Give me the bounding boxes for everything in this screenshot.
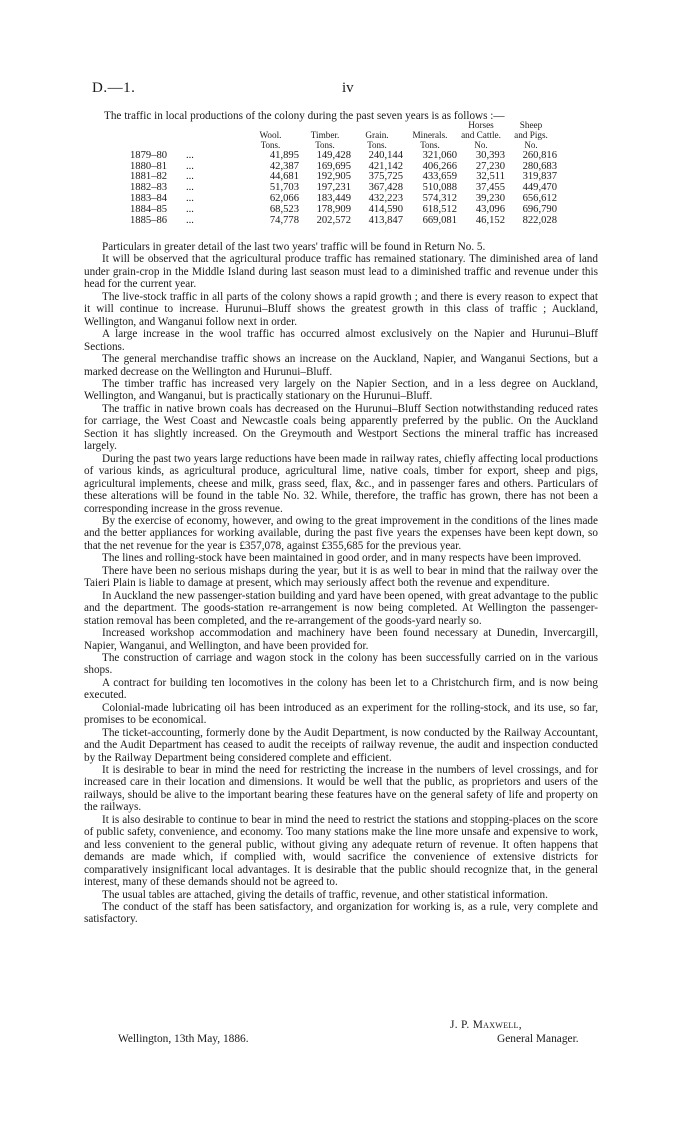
report-body xyxy=(84,241,598,926)
cell-dots: ... xyxy=(186,160,194,172)
cell-minerals: 669,081 xyxy=(422,214,457,226)
cell-minerals: 574,312 xyxy=(422,192,457,204)
cell-horses: 37,455 xyxy=(475,182,505,194)
paragraph: A large increase in the wool traffic has occurred almost exclusively on the Napier and Hurunui–Bluff Sections. xyxy=(84,328,598,353)
paragraph: It is desirable to bear in mind the need for restricting the increase in the numbers of level crossings, and for increased care in their location and dimensions. It would be well that the public, as proprietors and users of the railways, should be alive to the important bearing these features have on the general safety of life and property on the railways. xyxy=(84,764,598,814)
paragraph: The live-stock traffic in all parts of the colony shows a rapid growth ; and there is every reason to expect that it will continue to increase. Hurunui–Bluff shows the greatest growth in this class of traffic ; Auckland, Wellington, and Wanganui follow next in order. xyxy=(84,290,598,328)
col-sheep-header: Sheep and Pigs. xyxy=(514,120,548,140)
paragraph: The lines and rolling-stock have been maintained in good order, and in many respects have been improved. xyxy=(102,552,582,565)
cell-horses: 32,511 xyxy=(476,171,505,183)
col-timber-header: Timber. xyxy=(310,129,340,140)
paragraph: It is also desirable to continue to bear in mind the need to restrict the stations and stopping-places on the score of public safety, convenience, and economy. Too many stations make the line more unsafe and expensive to work, and less convenient to the general public, without giving any adequate return of revenue. It often happens that demands are made which, if complied with, would sacrifice the convenience of extensive districts for comparatively insignificant local advantages. It is desirable that the public should recognize that, in the general interest, many of these demands should not be agreed to. xyxy=(84,813,598,889)
cell-wool: 42,387 xyxy=(269,160,299,172)
col-wool-header: Wool. xyxy=(259,129,282,140)
paragraph: Increased workshop accommodation and machinery have been found necessary at Dunedin, Invercargill, Napier, Wanganui, and Wellington, and have been provided for. xyxy=(84,627,598,652)
unit-cell: Tons. xyxy=(367,140,387,150)
cell-wool: 51,703 xyxy=(269,182,299,194)
traffic-table xyxy=(118,121,557,226)
place-and-date: Wellington, 13th May, 1886. xyxy=(118,1033,249,1045)
document-reference: D.—1. xyxy=(92,80,136,96)
cell-horses: 39,230 xyxy=(475,192,505,204)
cell-year: 1881–82 xyxy=(130,171,168,183)
paragraph: The conduct of the staff has been satisfactory, and organization for working is, as a rule, very complete and satisfactory. xyxy=(84,901,598,926)
paragraph: In Auckland the new passenger-station building and yard have been opened, with great advantage to the public and the department. The goods-station re-arrangement is now being completed. At Wellington the passenger-station removal has been completed, and the re-arrangement of the goods-yard nearly so. xyxy=(84,589,598,627)
cell-grain: 367,428 xyxy=(368,182,403,194)
col-minerals-header: Minerals. xyxy=(412,129,448,140)
cell-timber: 202,572 xyxy=(316,214,351,226)
paragraph: By the exercise of economy, however, and owing to the great improvement in the conditions of the lines made and the better appliances for working available, during the past five years the expenses have been kept down, so that the net revenue for the year is £357,078, against £355,685 for the previous year. xyxy=(84,514,598,552)
cell-dots: ... xyxy=(186,171,194,183)
paragraph: The construction of carriage and wagon stock in the colony has been successfully carried on in the various shops. xyxy=(84,651,598,677)
cell-sheep: 260,816 xyxy=(522,149,557,161)
table-row xyxy=(118,216,557,227)
paragraph: During the past two years large reductions have been made in railway rates, chiefly affecting local productions of various kinds, as agricultural produce, agricultural lime, native coals, timber for export, sheep and pigs, agricultural implements, cheese and milk, grass seed, flax, &c., and in passenger fares and others. Particulars of these alterations will be found in the table No. 32. While, therefore, the traffic has grown, there has not been a corresponding increase in the gross revenue. xyxy=(84,452,598,515)
paragraph: Colonial-made lubricating oil has been introduced as an experiment for the rolling-stock, and its use, so far, promises to be economical. xyxy=(84,701,598,727)
paragraph: A contract for building ten locomotives in the colony has been let to a Christchurch firm, and is now being executed. xyxy=(84,676,598,702)
cell-timber: 178,909 xyxy=(316,203,351,215)
col-horses-header: Horses and Cattle. xyxy=(461,120,501,140)
cell-wool: 41,895 xyxy=(269,149,299,161)
paragraph: The timber traffic has increased very largely on the Napier Section, and in a less degree on Auckland, Wellington, and Wanganui, but is practically stationary on the Hurunui–Bluff. xyxy=(84,377,598,403)
paragraph: Particulars in greater detail of the last two years' traffic will be found in Return No. 5. xyxy=(102,241,486,253)
paragraph: The traffic in native brown coals has decreased on the Hurunui–Bluff Section notwithstanding reduced rates for carriage, the West Coast and Newcastle coals being apparently preferred by the public. On the Auckland Section it has slightly increased. On the Greymouth and Westport Sections the mineral traffic has increased largely. xyxy=(84,402,598,453)
unit-cell: No. xyxy=(524,140,538,150)
cell-minerals: 321,060 xyxy=(422,149,457,161)
cell-horses: 46,152 xyxy=(475,214,505,226)
cell-grain: 432,223 xyxy=(368,192,403,204)
unit-cell: Tons. xyxy=(260,140,281,150)
paragraph: The general merchandise traffic shows an increase on the Auckland, Napier, and Wanganui Sections, but a marked decrease on the Wellington and Hurunui–Bluff. xyxy=(84,353,598,378)
unit-cell: No. xyxy=(474,140,488,150)
table-row xyxy=(118,151,557,162)
cell-dots: ... xyxy=(186,192,194,204)
cell-minerals: 433,659 xyxy=(422,171,457,183)
col-grain-header: Grain. xyxy=(365,129,389,140)
unit-cell: Tons. xyxy=(315,140,335,150)
cell-sheep: 696,790 xyxy=(522,203,557,215)
page-number: iv xyxy=(342,80,354,96)
cell-minerals: 618,512 xyxy=(422,203,457,215)
cell-grain: 240,144 xyxy=(368,149,403,161)
cell-timber: 197,231 xyxy=(316,182,351,194)
cell-horses: 43,096 xyxy=(475,203,505,215)
table-row xyxy=(118,205,557,216)
cell-dots: ... xyxy=(186,203,194,215)
cell-minerals: 510,088 xyxy=(422,182,457,194)
cell-dots: ... xyxy=(186,182,194,194)
cell-year: 1884–85 xyxy=(130,203,168,215)
signatory-title: General Manager. xyxy=(497,1033,579,1045)
cell-wool: 44,681 xyxy=(269,171,299,183)
cell-sheep: 822,028 xyxy=(522,214,557,226)
table-intro: The traffic in local productions of the colony during the past seven years is as follows :— xyxy=(104,110,505,122)
cell-timber: 169,695 xyxy=(316,160,351,172)
table-header-row xyxy=(118,121,557,140)
cell-wool: 74,778 xyxy=(269,214,299,226)
cell-sheep: 280,683 xyxy=(522,160,557,172)
paragraph: The ticket-accounting, formerly done by the Audit Department, is now conducted by the Railway Accountant, and the Audit Department has ceased to audit the receipts of railway revenue, the audit and inspection conducted by the Railway Department being considered complete and efficient. xyxy=(84,726,598,764)
cell-year: 1880–81 xyxy=(130,160,168,172)
cell-year: 1879–80 xyxy=(130,149,168,161)
signatory-name: J. P. Maxwell, xyxy=(450,1019,522,1031)
cell-year: 1882–83 xyxy=(130,182,168,194)
cell-grain: 421,142 xyxy=(368,160,403,172)
cell-year: 1883–84 xyxy=(130,192,168,204)
cell-dots: ... xyxy=(186,149,194,161)
cell-timber: 192,905 xyxy=(316,171,351,183)
paragraph: The usual tables are attached, giving the details of traffic, revenue, and other statistical information. xyxy=(102,888,548,901)
cell-wool: 68,523 xyxy=(269,203,299,215)
cell-grain: 375,725 xyxy=(368,171,403,183)
paragraph: There have been no serious mishaps during the year, but it is as well to bear in mind that the railway over the Taieri Plain is liable to damage at present, which may seriously affect both the revenue and expenditure. xyxy=(84,564,598,590)
cell-year: 1885–86 xyxy=(130,214,168,226)
unit-cell: Tons. xyxy=(420,140,440,150)
cell-grain: 413,847 xyxy=(368,214,403,226)
cell-dots: ... xyxy=(186,214,194,226)
cell-sheep: 319,837 xyxy=(522,171,557,183)
cell-horses: 30,393 xyxy=(475,149,505,161)
cell-sheep: 449,470 xyxy=(522,182,557,194)
cell-wool: 62,066 xyxy=(269,192,299,204)
cell-timber: 183,449 xyxy=(316,192,351,204)
cell-sheep: 656,612 xyxy=(522,192,557,204)
cell-horses: 27,230 xyxy=(475,160,505,172)
cell-minerals: 406,266 xyxy=(422,160,457,172)
paragraph: It will be observed that the agricultural produce traffic has remained stationary. The diminished area of land under grain-crop in the Middle Island during last season must lead to a diminished traffic and revenue under this head for the current year. xyxy=(84,253,598,291)
cell-timber: 149,428 xyxy=(316,149,351,161)
cell-grain: 414,590 xyxy=(368,203,403,215)
